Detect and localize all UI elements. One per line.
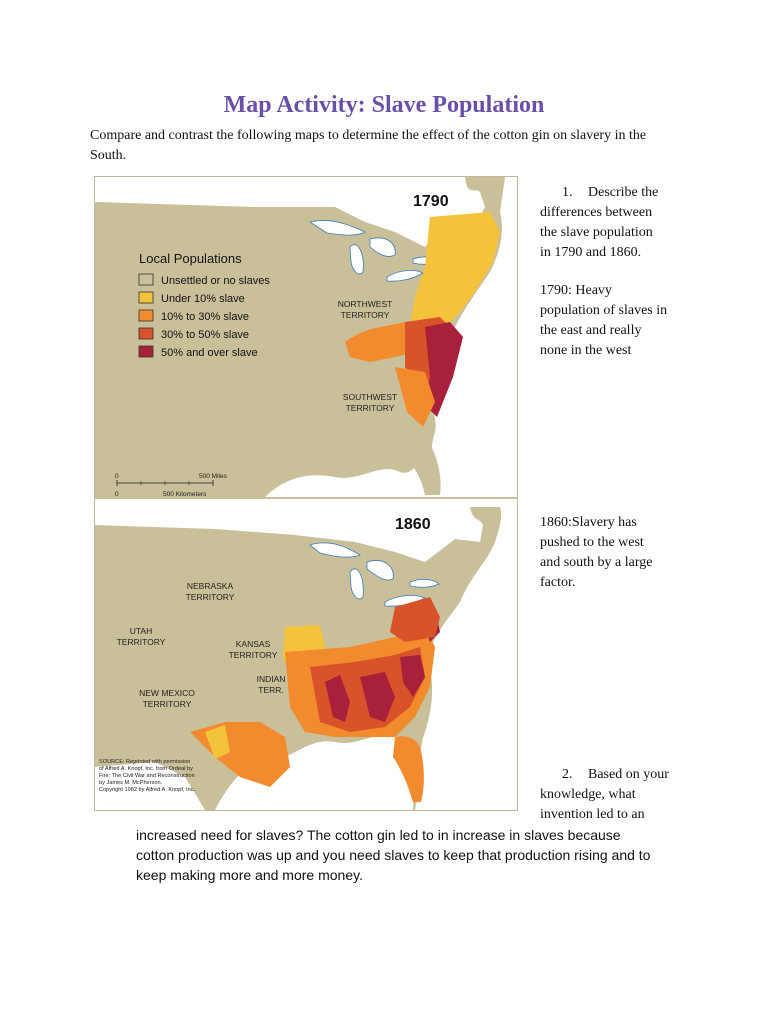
legend-item-none: Unsettled or no slaves	[161, 275, 270, 287]
label-southwest: SOUTHWEST	[342, 392, 398, 402]
label-nebraska-2: TERRITORY	[185, 592, 235, 602]
legend-item-30to50: 30% to 50% slave	[161, 329, 250, 341]
question-2-number: 2.	[562, 767, 573, 782]
scale-bar	[115, 473, 228, 498]
svg-text:500 Kilometers: 500 Kilometers	[163, 491, 207, 498]
legend-item-under10: Under 10% slave	[161, 293, 245, 305]
legend	[139, 251, 270, 359]
map-1860	[95, 507, 517, 810]
svg-text:500 Miles: 500 Miles	[199, 473, 227, 480]
svg-text:SOURCE: Reprinted with permiss: SOURCE: Reprinted with permission	[99, 759, 191, 765]
answer-2: increased need for slaves? The cotton gin led to in increase in slaves because cotton production was up and you need slaves to keep that production rising and to keep making more and more money.	[136, 827, 651, 883]
label-utah: UTAH	[129, 626, 153, 636]
year-1860: 1860	[395, 516, 431, 533]
label-kansas: KANSAS	[235, 639, 271, 649]
year-1790: 1790	[413, 193, 449, 210]
svg-text:of Alfred A. Knopf, Inc. from: of Alfred A. Knopf, Inc. from Ordeal by	[99, 766, 193, 772]
label-indian: INDIAN	[256, 674, 286, 684]
svg-text:0: 0	[115, 491, 119, 498]
north-water-1790	[95, 177, 485, 247]
question-1: 1. Describe the differences between the slave population in 1790 and 1860.	[540, 185, 659, 260]
map-1790	[95, 177, 517, 498]
svg-text:Fire: The Civil War and Recons: Fire: The Civil War and Reconstruction	[99, 773, 195, 779]
page-title: Map Activity: Slave Population	[223, 92, 545, 118]
answer-1860: 1860:Slavery has pushed to the west and south by a large factor.	[540, 515, 653, 590]
label-northwest: NORTHWEST	[337, 299, 393, 309]
intro-text: Compare and contrast the following maps to determine the effect of the cotton gin on slavery in the South.	[90, 128, 647, 163]
label-northwest-2: TERRITORY	[340, 310, 390, 320]
svg-text:0: 0	[115, 473, 119, 480]
svg-text:by James M. McPherson.: by James M. McPherson.	[99, 780, 163, 786]
question-1-number: 1.	[562, 185, 573, 200]
label-indian-2: TERR.	[258, 685, 284, 695]
label-southwest-2: TERRITORY	[345, 403, 395, 413]
label-utah-2: TERRITORY	[116, 637, 166, 647]
slave-population-maps	[94, 176, 518, 811]
map-source	[99, 759, 196, 793]
label-nebraska: NEBRASKA	[186, 581, 234, 591]
label-new-mexico: NEW MEXICO	[139, 688, 195, 698]
legend-item-50plus: 50% and over slave	[161, 347, 258, 359]
legend-title: Local Populations	[139, 251, 242, 266]
label-new-mexico-2: TERRITORY	[142, 699, 192, 709]
legend-item-10to30: 10% to 30% slave	[161, 311, 250, 323]
label-kansas-2: TERRITORY	[228, 650, 278, 660]
answer-1790: 1790: Heavy population of slaves in the east and really none in the west	[540, 283, 668, 358]
svg-text:Copyright 1982 by Alfred A. Kn: Copyright 1982 by Alfred A. Knopf, Inc.	[99, 787, 196, 793]
question-2: 2. Based on your knowledge, what invention led to an	[540, 767, 669, 822]
